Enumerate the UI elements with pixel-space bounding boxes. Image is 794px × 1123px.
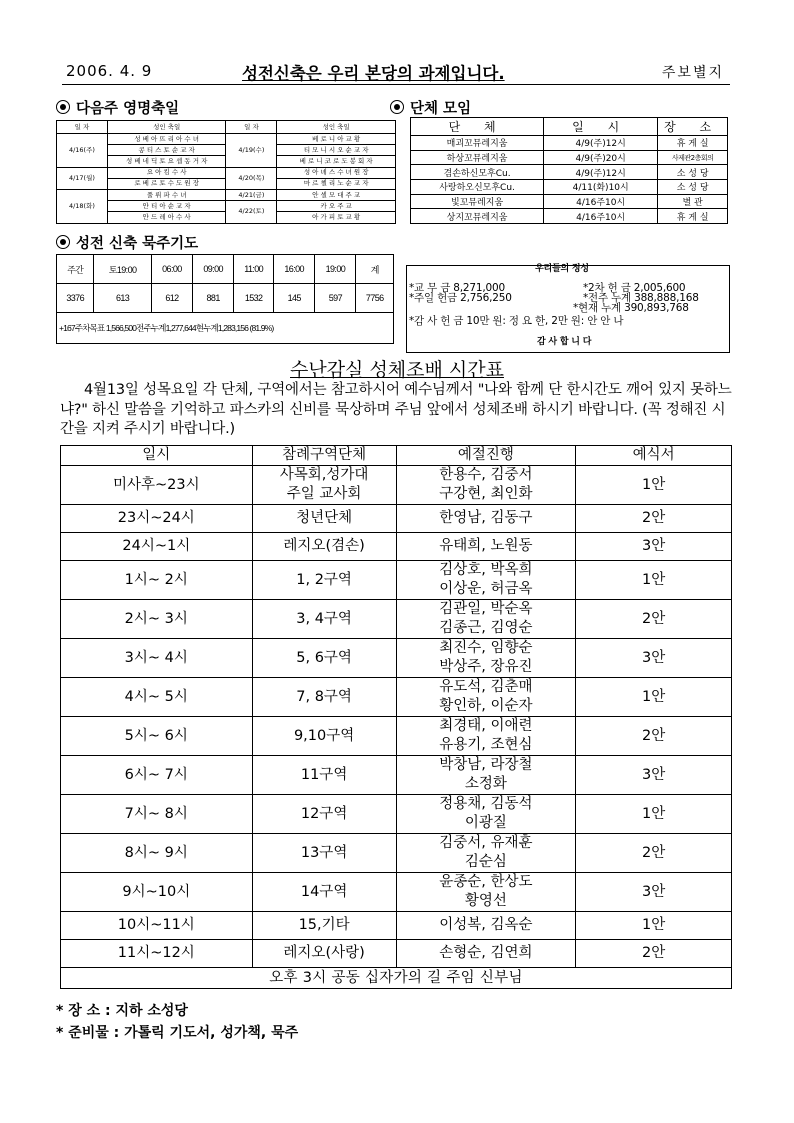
groups-table	[410, 117, 728, 224]
table-row	[61, 873, 732, 912]
table-row: 빛꼬뮤레지움 4/16주10시 별 관	[411, 194, 728, 209]
schedule-cell-time: 8시~ 9시	[61, 834, 253, 873]
schedule-cell-leaders: 정용채, 김동석 이광질	[396, 795, 576, 834]
table-row	[61, 446, 732, 466]
schedule-cell-leaders: 박창남, 라장철 소정화	[396, 756, 576, 795]
supplies-note: * 준비물 : 가톨릭 기도서, 성가책, 묵주	[56, 1025, 299, 1041]
schedule-cell-book: 2안	[576, 940, 732, 968]
prayer-goal-note: +167주차목표 1,566,500전주누계1,277,644현누계1,283,156 (81.9%)	[57, 313, 394, 344]
schedule-cell-time: 10시~11시	[61, 912, 253, 940]
schedule-cell-time: 23시~24시	[61, 505, 253, 533]
schedule-cell-group: 레지오(사랑)	[252, 940, 396, 968]
schedule-cell-leaders: 최진수, 임향순 박상주, 장유진	[396, 639, 576, 678]
schedule-header: 일시	[61, 446, 253, 466]
table-row	[61, 912, 732, 940]
table-row	[61, 561, 732, 600]
table-row: 안 티 아 순 교 자 4/22(토) 카 오 주 교	[57, 201, 396, 212]
schedule-cell-time: 4시~ 5시	[61, 678, 253, 717]
table-row: 안 드 레 아 수 사 아 가 피 토 교 황	[57, 212, 396, 223]
table-row: 상지꼬뮤레지움 4/16주10시 휴 게 실	[411, 209, 728, 224]
feast-header-saint: 성인 축일	[107, 121, 226, 134]
schedule-cell-group: 사목회,성가대 주일 교사회	[252, 466, 396, 505]
schedule-footer: 오후 3시 공동 십자가의 길 주임 신부님	[61, 968, 732, 989]
table-row: 로 베 르 토 수 도 원 장 마 르 첼 리 노 순 교 자	[57, 178, 396, 189]
table-row: 사랑하오신모후Cu. 4/11(화)10시 소 성 당	[411, 180, 728, 195]
table-row	[61, 717, 732, 756]
schedule-cell-leaders: 한영남, 김동구	[396, 505, 576, 533]
schedule-cell-leaders: 윤종순, 한상도 황영선	[396, 873, 576, 912]
feast-header-date: 일 자	[57, 121, 108, 134]
place-note: * 장 소 : 지하 소성당	[56, 1003, 188, 1019]
offerings-box: 우리들의 정성 *교 무 금 8,271,000 *2차 헌 금 2,005,600 *주일 헌금 2,756,250 *전주 누계 388,888,168 *현재 누계 390,893,768 *감 사 헌 금 10만 원: 정 요 한, 2만 원: 안 안 나 감 사 합 니 다	[406, 265, 730, 353]
schedule-cell-time: 7시~ 8시	[61, 795, 253, 834]
feast-section-title: 다음주 영명축일	[56, 97, 179, 118]
schedule-cell-group: 3, 4구역	[252, 600, 396, 639]
table-row	[61, 505, 732, 533]
table-row: 4/17(월) 요 아 킴 수 사 4/20(목) 성 아 녜 스 수 녀 원 장	[57, 167, 396, 178]
schedule-cell-book: 2안	[576, 717, 732, 756]
feast-header-date: 일 자	[226, 121, 277, 134]
schedule-cell-leaders: 이성복, 김옥순	[396, 912, 576, 940]
schedule-cell-book: 1안	[576, 912, 732, 940]
table-row	[57, 313, 394, 344]
bullet-icon	[56, 100, 70, 114]
schedule-cell-time: 9시~10시	[61, 873, 253, 912]
table-row	[61, 795, 732, 834]
table-row	[61, 466, 732, 505]
schedule-cell-group: 7, 8구역	[252, 678, 396, 717]
groups-header: 단 체	[411, 118, 544, 136]
schedule-header: 예절진행	[396, 446, 576, 466]
schedule-cell-group: 청년단체	[252, 505, 396, 533]
table-row	[61, 834, 732, 873]
page-header	[62, 58, 730, 85]
schedule-header: 참례구역단체	[252, 446, 396, 466]
schedule-cell-time: 1시~ 2시	[61, 561, 253, 600]
schedule-cell-book: 2안	[576, 505, 732, 533]
schedule-cell-time: 5시~ 6시	[61, 717, 253, 756]
bullet-icon	[56, 235, 70, 249]
groups-header: 일 시	[544, 118, 658, 136]
feast-header-saint: 성인 축일	[277, 121, 396, 134]
schedule-cell-group: 12구역	[252, 795, 396, 834]
bullet-icon	[390, 100, 404, 114]
schedule-cell-group: 13구역	[252, 834, 396, 873]
schedule-title: 수난감실 성체조배 시간표	[290, 359, 504, 381]
schedule-cell-book: 3안	[576, 873, 732, 912]
rosary-prayer-table	[56, 254, 394, 344]
issue-date: 2006. 4. 9	[66, 62, 153, 80]
schedule-cell-book: 2안	[576, 600, 732, 639]
table-row: 4/16(주) 성 베 아 뜨 리 아 수 녀 4/19(수) 베 로 니 아 교 황	[57, 134, 396, 145]
schedule-cell-time: 6시~ 7시	[61, 756, 253, 795]
adoration-schedule-table	[60, 445, 732, 989]
table-row: 콩 티 스 토 순 교 자 티 모 니 시 오 순 교 자	[57, 145, 396, 156]
schedule-cell-group: 14구역	[252, 873, 396, 912]
schedule-cell-book: 3안	[576, 756, 732, 795]
table-row: 3376 613 612 881 1532 145 597 7756	[57, 284, 394, 313]
table-row: 성 베 네 딕 토 요 셉 동 거 자 베 로 니 코 로 도 봉 회 자	[57, 156, 396, 167]
schedule-header: 예식서	[576, 446, 732, 466]
schedule-cell-group: 15,기타	[252, 912, 396, 940]
schedule-cell-book: 3안	[576, 639, 732, 678]
table-row	[61, 533, 732, 561]
schedule-intro: 4월13일 성목요일 각 단체, 구역에서는 참고하시어 예수님께서 "나와 함께 단 한시간도 깨어 있지 못하느냐?" 하신 말씀을 기억하고 파스카의 신비를 묵상하며 주님 앞에서 성체조배 하시기 바랍니다. (꼭 정해진 시간을 지켜 주시기 바랍니다.)	[60, 382, 732, 437]
schedule-cell-leaders: 유도석, 김춘매 황인하, 이순자	[396, 678, 576, 717]
schedule-cell-leaders: 김관일, 박순옥 김종근, 김영순	[396, 600, 576, 639]
schedule-cell-time: 2시~ 3시	[61, 600, 253, 639]
table-row	[61, 968, 732, 989]
schedule-cell-book: 2안	[576, 834, 732, 873]
schedule-cell-leaders: 유태희, 노원동	[396, 533, 576, 561]
schedule-cell-time: 미사후~23시	[61, 466, 253, 505]
publication-label: 주보별지	[661, 65, 724, 81]
schedule-cell-time: 24시~1시	[61, 533, 253, 561]
offerings-thanks: 감 사 합 니 다	[537, 337, 592, 347]
schedule-cell-book: 1안	[576, 561, 732, 600]
schedule-cell-time: 3시~ 4시	[61, 639, 253, 678]
table-row: 주간 토19:00 06:00 09:00 11:00 16:00 19:00 계	[57, 255, 394, 284]
table-row: 겸손하신모후Cu. 4/9(주)12시 소 성 당	[411, 165, 728, 180]
schedule-cell-group: 9,10구역	[252, 717, 396, 756]
schedule-cell-group: 레지오(겸손)	[252, 533, 396, 561]
feast-table	[56, 120, 396, 224]
schedule-cell-group: 5, 6구역	[252, 639, 396, 678]
table-row: 4/18(화) 풀 뤼 파 수 녀 4/21(금) 안 셀 모 대 주 교	[57, 189, 396, 200]
schedule-cell-leaders: 한용수, 김중서 구강현, 최인화	[396, 466, 576, 505]
schedule-cell-group: 1, 2구역	[252, 561, 396, 600]
schedule-cell-leaders: 최경태, 이애련 유용기, 조현심	[396, 717, 576, 756]
table-row	[61, 639, 732, 678]
table-row: 매괴꼬뮤레지움 4/9(주)12시 휴 게 실	[411, 136, 728, 151]
table-row	[61, 678, 732, 717]
schedule-cell-leaders: 김중서, 유재훈 김순심	[396, 834, 576, 873]
table-row	[61, 600, 732, 639]
schedule-cell-book: 1안	[576, 466, 732, 505]
offerings-title: 우리들의 정성	[535, 264, 589, 274]
schedule-cell-time: 11시~12시	[61, 940, 253, 968]
prayer-section-title: 성전 신축 묵주기도	[56, 232, 198, 253]
schedule-cell-leaders: 김상호, 박옥희 이상운, 허금옥	[396, 561, 576, 600]
schedule-cell-book: 3안	[576, 533, 732, 561]
schedule-cell-leaders: 손형순, 김연희	[396, 940, 576, 968]
groups-header: 장 소	[658, 118, 728, 136]
schedule-cell-book: 1안	[576, 795, 732, 834]
table-row	[61, 756, 732, 795]
schedule-cell-group: 11구역	[252, 756, 396, 795]
page-title: 성전신축은 우리 본당의 과제입니다.	[242, 64, 505, 83]
schedule-cell-book: 1안	[576, 678, 732, 717]
table-row	[61, 940, 732, 968]
table-row: 하상꼬뮤레지움 4/9(주)20시 사제관2층회의	[411, 150, 728, 165]
groups-section-title: 단체 모임	[390, 97, 471, 118]
